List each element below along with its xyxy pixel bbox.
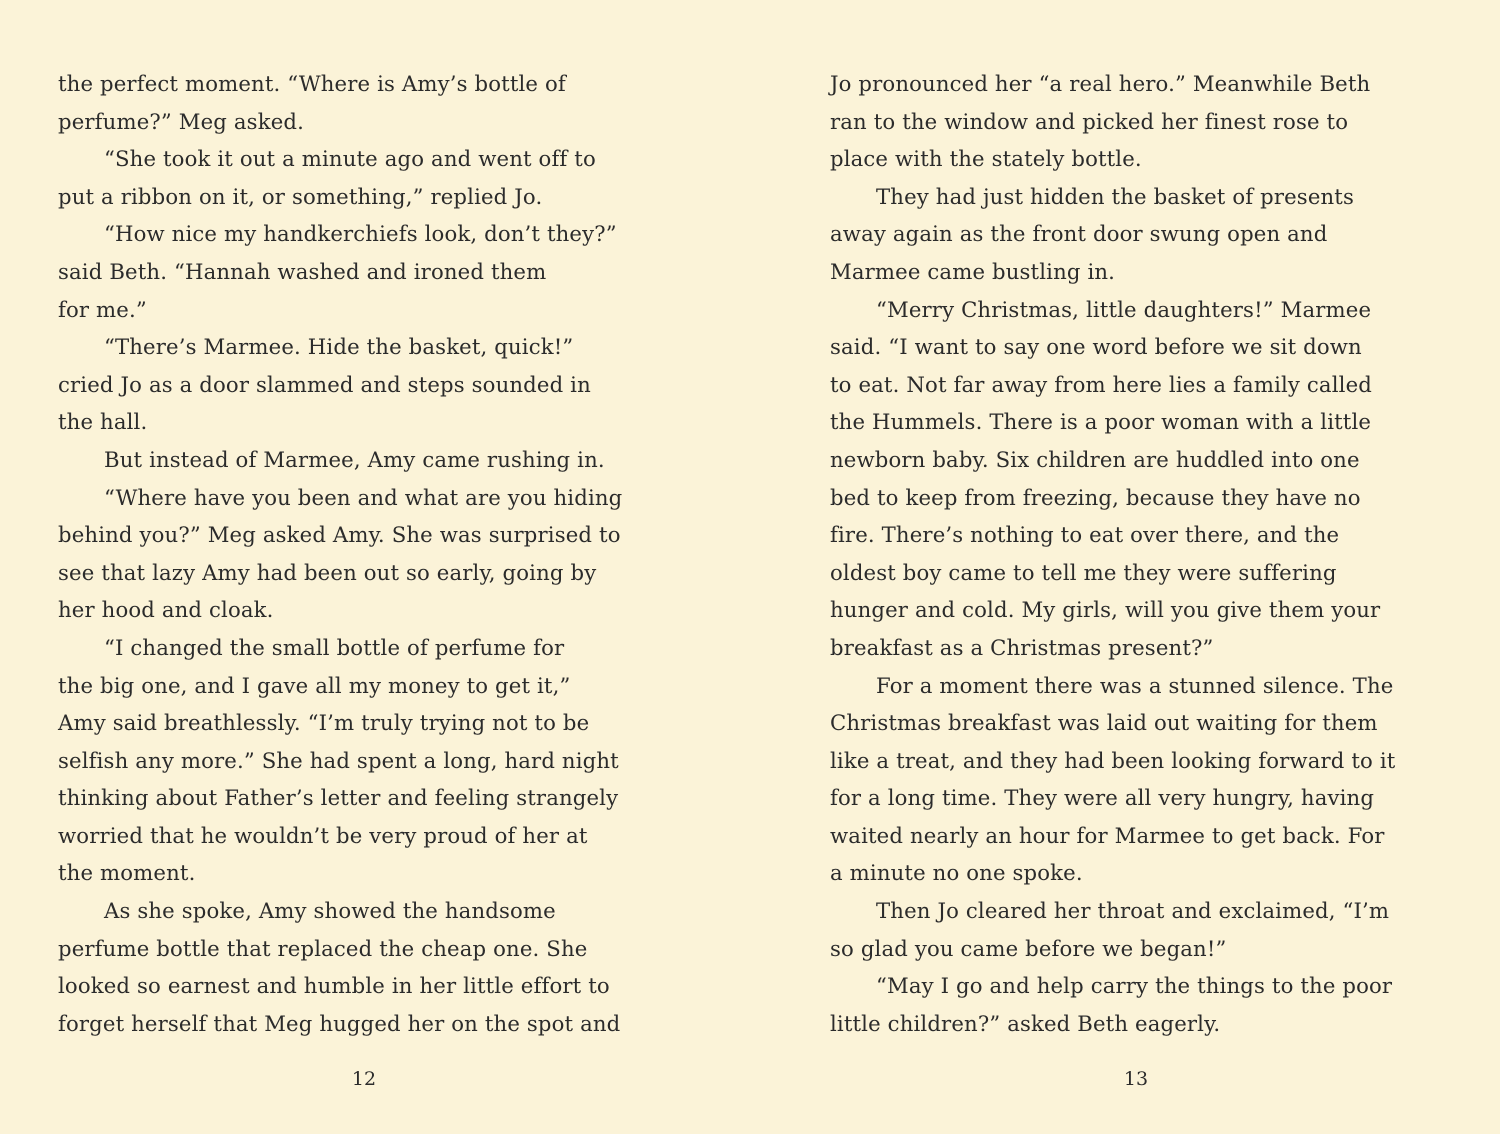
- text-line: Amy said breathlessly. “I’m truly trying not to be: [58, 710, 590, 736]
- text-line: Marmee came bustling in.: [830, 258, 1116, 284]
- left-page-number: 12: [351, 1068, 377, 1090]
- text-line: the moment.: [58, 860, 196, 886]
- text-line: perfume?” Meg asked.: [58, 108, 304, 134]
- text-line: hunger and cold. My girls, will you give them your: [830, 597, 1381, 623]
- text-line: “May I go and help carry the things to the poor: [876, 973, 1393, 999]
- text-line: Christmas breakfast was laid out waiting for them: [830, 710, 1378, 736]
- text-line: waited nearly an hour for Marmee to get back. For: [830, 822, 1385, 848]
- text-line: see that lazy Amy had been out so early, going by: [58, 559, 597, 585]
- text-line: fire. There’s nothing to eat over there, and the: [830, 522, 1340, 548]
- text-line: bed to keep from freezing, because they have no: [830, 484, 1361, 510]
- text-line: perfume bottle that replaced the cheap one. She: [58, 935, 588, 961]
- text-line: little children?” asked Beth eagerly.: [830, 1010, 1221, 1036]
- text-line: so glad you came before we began!”: [830, 935, 1227, 961]
- text-line: Jo pronounced her “a real hero.” Meanwhile Beth: [830, 71, 1371, 96]
- text-line: said. “I want to say one word before we sit down: [830, 334, 1362, 360]
- text-line: “I changed the small bottle of perfume for: [104, 634, 565, 660]
- text-line: newborn baby. Six children are huddled into one: [830, 446, 1360, 472]
- text-line: thinking about Father’s letter and feeling strangely: [58, 785, 619, 811]
- text-line: For a moment there was a stunned silence. The: [876, 672, 1394, 698]
- text-line: They had just hidden the basket of presents: [876, 183, 1354, 209]
- text-line: “How nice my handkerchiefs look, don’t they?”: [104, 221, 617, 247]
- text-line: But instead of Marmee, Amy came rushing in.: [104, 446, 605, 472]
- text-line: “Where have you been and what are you hiding: [104, 484, 623, 510]
- text-line: her hood and cloak.: [58, 597, 274, 623]
- text-line: for a long time. They were all very hungry, having: [830, 785, 1375, 811]
- text-line: As she spoke, Amy showed the handsome: [104, 898, 556, 924]
- text-line: away again as the front door swung open and: [830, 221, 1328, 247]
- text-line: like a treat, and they had been looking forward to it: [830, 747, 1396, 773]
- text-line: “She took it out a minute ago and went off to: [104, 146, 596, 172]
- text-line: said Beth. “Hannah washed and ironed them: [58, 258, 547, 284]
- text-line: “There’s Marmee. Hide the basket, quick!”: [104, 334, 574, 360]
- text-line: cried Jo as a door slammed and steps sounded in: [58, 371, 591, 397]
- text-line: worried that he wouldn’t be very proud of her at: [58, 822, 588, 848]
- right-page-text: [830, 65, 1470, 1042]
- text-line: a minute no one spoke.: [830, 860, 1083, 886]
- text-line: “Merry Christmas, little daughters!” Marmee: [876, 296, 1372, 322]
- text-line: looked so earnest and humble in her little effort to: [58, 973, 610, 999]
- text-line: the perfect moment. “Where is Amy’s bottle of: [58, 71, 566, 96]
- text-line: ran to the window and picked her finest rose to: [830, 108, 1349, 134]
- text-line: forget herself that Meg hugged her on the spot and: [58, 1010, 621, 1036]
- text-line: the hall.: [58, 409, 148, 435]
- text-line: oldest boy came to tell me they were suffering: [830, 559, 1337, 585]
- text-line: breakfast as a Christmas present?”: [830, 634, 1214, 660]
- text-line: Then Jo cleared her throat and exclaimed, “I’m: [876, 898, 1390, 924]
- text-line: for me.”: [58, 296, 147, 322]
- text-line: put a ribbon on it, or something,” replied Jo.: [58, 183, 543, 209]
- text-line: the big one, and I gave all my money to get it,”: [58, 672, 571, 698]
- text-line: the Hummels. There is a poor woman with a little: [830, 409, 1372, 435]
- right-page-number: 13: [1123, 1068, 1149, 1090]
- left-page-text: [58, 65, 698, 1042]
- text-line: to eat. Not far away from here lies a family called: [830, 371, 1372, 397]
- text-line: behind you?” Meg asked Amy. She was surprised to: [58, 522, 621, 548]
- text-line: selfish any more.” She had spent a long, hard night: [58, 747, 619, 773]
- text-line: place with the stately bottle.: [830, 146, 1142, 172]
